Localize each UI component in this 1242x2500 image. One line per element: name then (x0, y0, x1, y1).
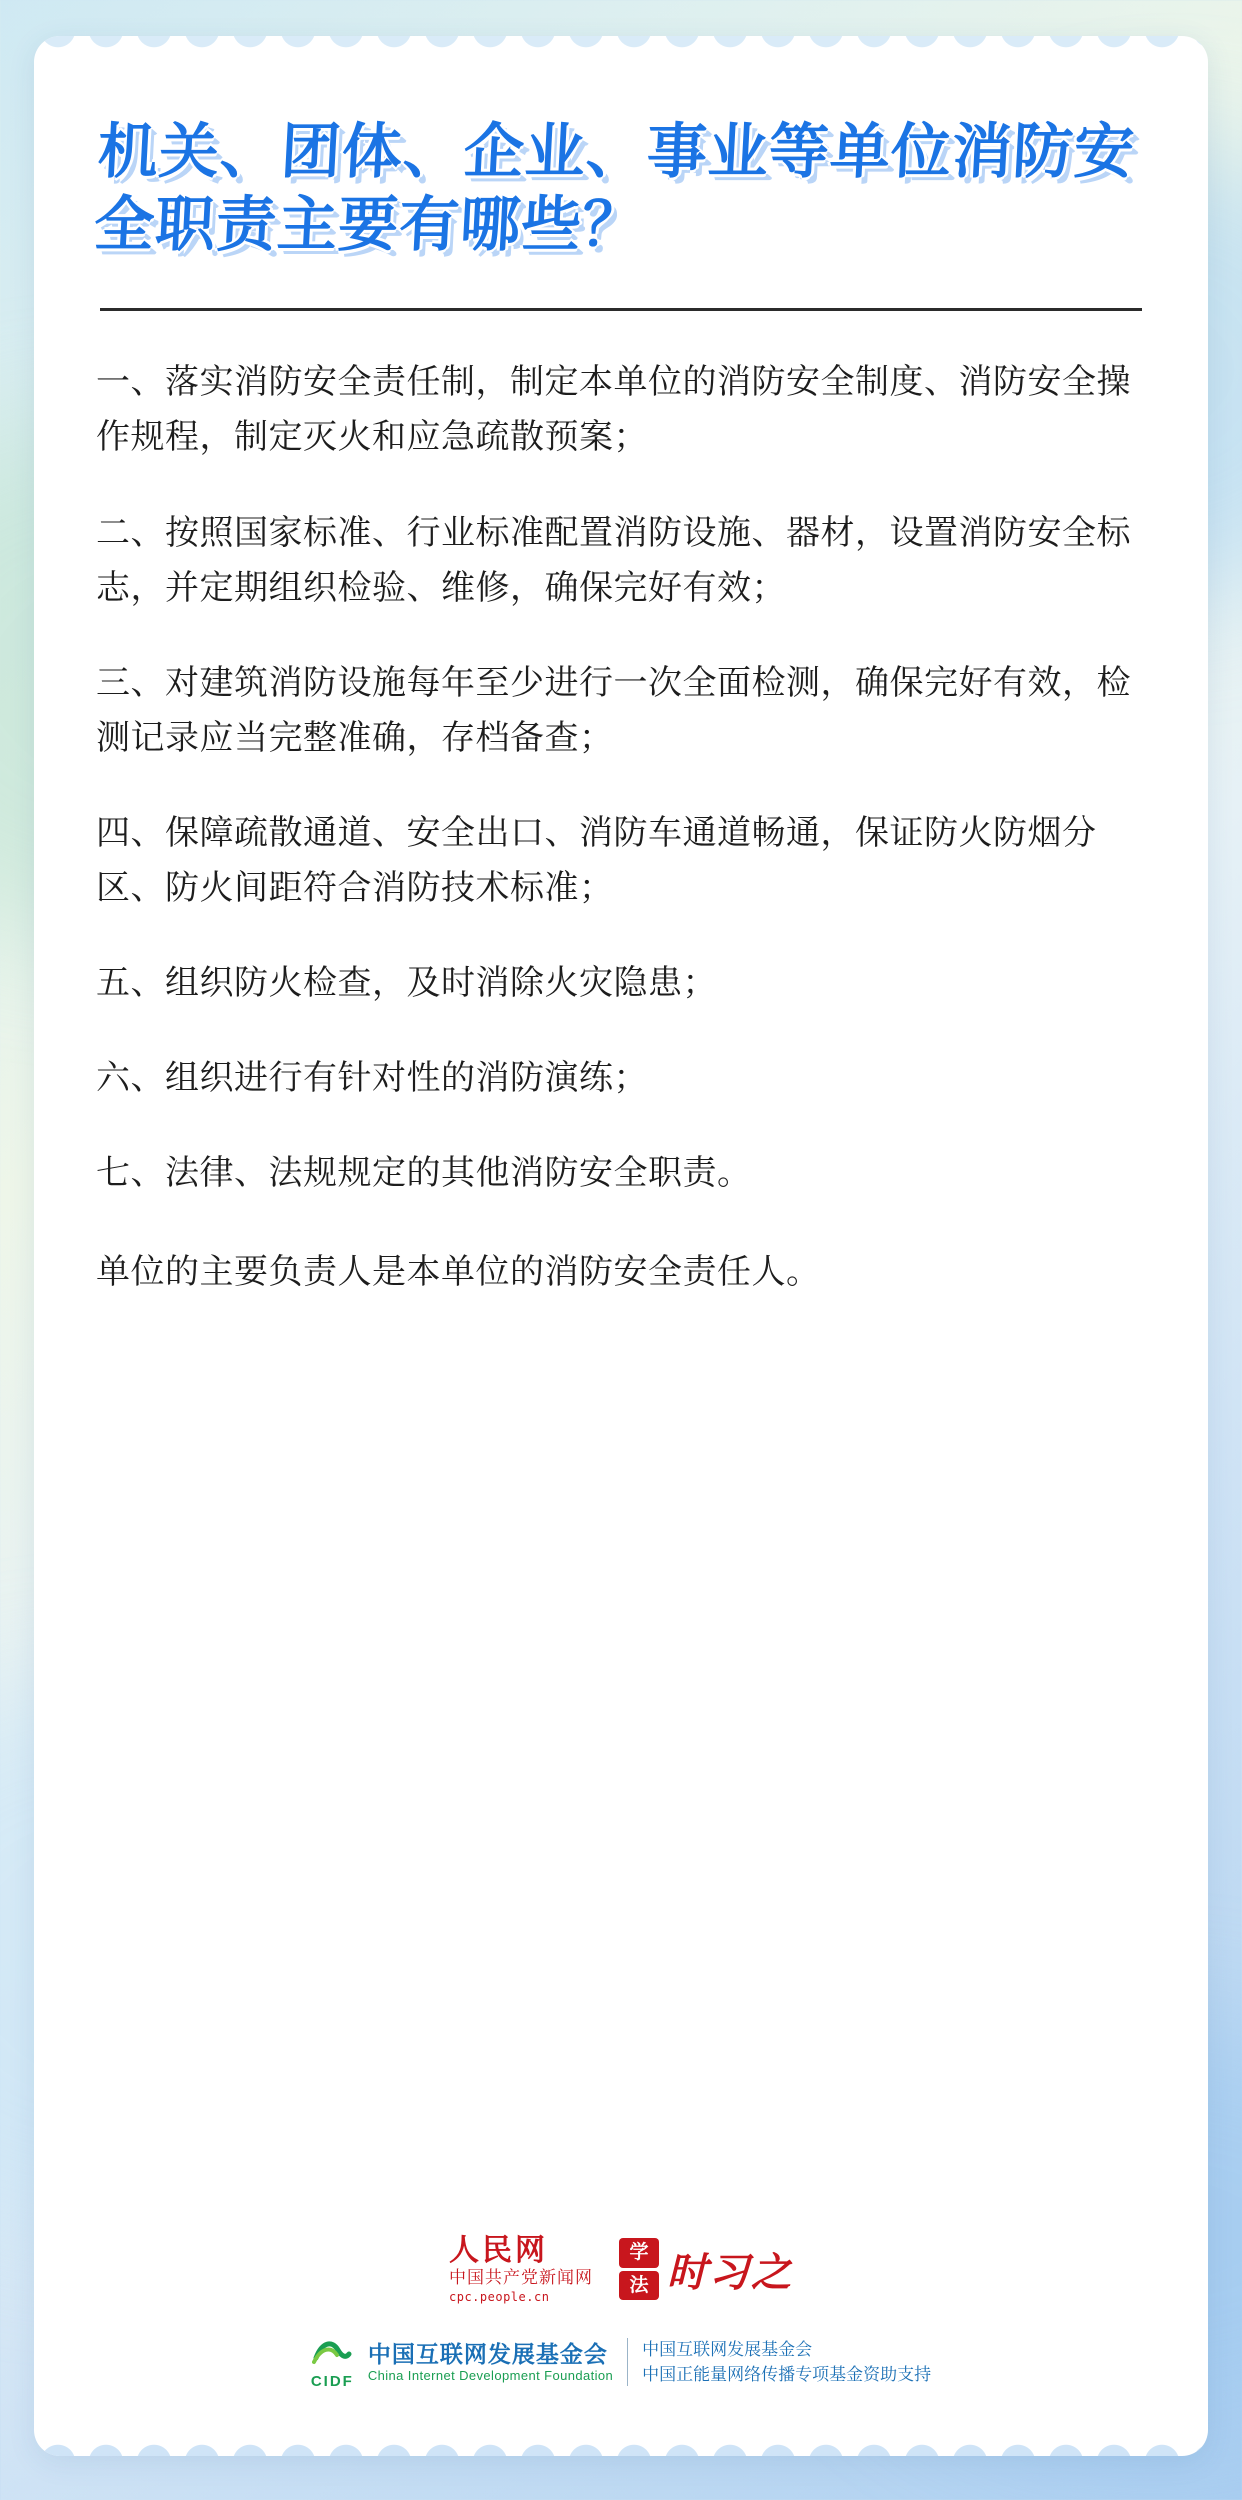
globe-icon (312, 2334, 352, 2373)
list-item: 五、组织防火检查，及时消除火灾隐患； (96, 963, 717, 1003)
renminwang-logo (449, 2234, 593, 2304)
scallop-edge-top (34, 36, 1208, 70)
list-item: 二、按照国家标准、行业标准配置消防设施、器材，设置消防安全标志，并定期组织检验、维修，确保完好有效； (96, 512, 1131, 608)
list-item: 七、法律、法规规定的其他消防安全职责。 (96, 1153, 752, 1194)
list-item: 六、组织进行有针对性的消防演练； (96, 1058, 648, 1099)
cidf-row (34, 2334, 1208, 2390)
support-line-1: 中国互联网发展基金会 (642, 2339, 813, 2359)
title-divider (100, 308, 1142, 311)
xuexi-text: 时习之 (667, 2248, 793, 2296)
page-title: 机关、团体、企业、事业等单位消防安全职责主要有哪些？ (92, 117, 1137, 261)
xuexi-badge-bottom: 法 (619, 2271, 659, 2301)
support-text (642, 2337, 931, 2388)
cidf-abbr: CIDF (310, 2373, 354, 2390)
cidf-name-en: China Internet Development Foundation (367, 2368, 614, 2384)
xuexi-badge-top: 学 (619, 2238, 659, 2268)
footer (34, 2234, 1208, 2390)
footer-divider (627, 2338, 628, 2386)
list-item: 四、保障疏散通道、安全出口、消防车通道畅通，保证防火防烟分区、防火间距符合消防技术标准； (96, 812, 1097, 908)
support-line-2: 中国正能量网络传播专项基金资助支持 (642, 2365, 932, 2384)
poster-content (34, 70, 1208, 2422)
summary-text: 单位的主要负责人是本单位的消防安全责任人。 (96, 1252, 821, 1293)
renminwang-url: cpc.people.cn (449, 2290, 550, 2304)
list-item: 三、对建筑消防设施每年至少进行一次全面检测，确保完好有效，检测记录应当完整准确，存档备查； (96, 662, 1131, 758)
footer-logo-row (34, 2234, 1208, 2304)
scallop-edge-bottom (34, 2422, 1208, 2456)
cidf-logo (311, 2334, 354, 2390)
renminwang-name: 人民网 (449, 2233, 548, 2269)
renminwang-subtitle: 中国共产党新闻网 (449, 2268, 593, 2288)
poster-card (34, 36, 1208, 2456)
list-item: 一、落实消防安全责任制，制定本单位的消防安全制度、消防安全操作规程，制定灭火和应急疏散预案； (96, 362, 1131, 458)
xuexi-badge (619, 2238, 659, 2301)
xuexi-logo (619, 2238, 793, 2301)
cidf-names (368, 2340, 613, 2385)
cidf-name-cn: 中国互联网发展基金会 (367, 2340, 608, 2367)
